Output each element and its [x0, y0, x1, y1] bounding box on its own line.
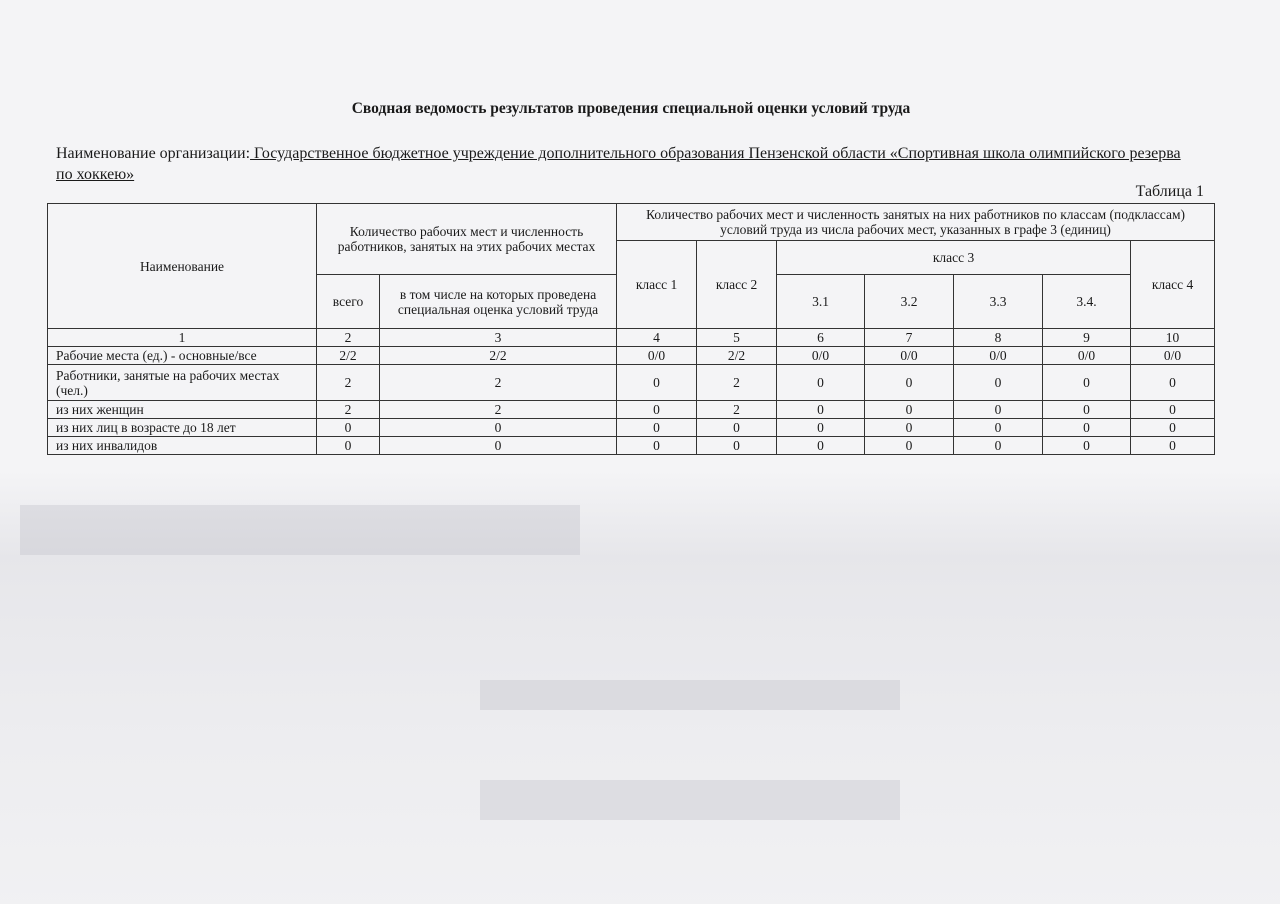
header-workplaces-group: Количество рабочих мест и численность работников, занятых на этих рабочих местах — [317, 204, 617, 275]
table-cell: 2 — [317, 365, 380, 401]
table-cell: 0/0 — [777, 347, 865, 365]
table-cell: 2/2 — [317, 347, 380, 365]
row-label: из них инвалидов — [48, 437, 317, 455]
table-cell: 2 — [317, 401, 380, 419]
header-class-3: класс 3 — [777, 241, 1131, 275]
table-cell: 0 — [617, 365, 697, 401]
organization-line — [56, 143, 1186, 185]
table-cell: 0 — [617, 437, 697, 455]
header-subclass-3-1: 3.1 — [777, 275, 865, 329]
table-cell: 0 — [777, 419, 865, 437]
header-class-4: класс 4 — [1131, 241, 1215, 329]
table-cell: 0 — [954, 437, 1043, 455]
table-cell: 0 — [954, 419, 1043, 437]
table-cell: 0 — [865, 437, 954, 455]
table-cell: 0/0 — [617, 347, 697, 365]
header-classes-group: Количество рабочих мест и численность занятых на них работников по классам (подклассам) условий труда из числа рабочих мест, указанных в графе 3 (единиц) — [617, 204, 1215, 241]
row-label: Рабочие места (ед.) - основные/все — [48, 347, 317, 365]
column-number: 6 — [777, 329, 865, 347]
row-label: из них лиц в возрасте до 18 лет — [48, 419, 317, 437]
table-cell: 0 — [1043, 401, 1131, 419]
table-cell: 0 — [1131, 419, 1215, 437]
table-cell: 2 — [380, 401, 617, 419]
header-subclass-3-4: 3.4. — [1043, 275, 1131, 329]
scan-artifact — [480, 680, 900, 710]
table-row-disabled — [48, 437, 1215, 455]
scan-artifact — [480, 780, 900, 820]
column-number: 4 — [617, 329, 697, 347]
table-cell: 0 — [1043, 419, 1131, 437]
table-row-women — [48, 401, 1215, 419]
table-cell: 0 — [865, 419, 954, 437]
table-cell: 0 — [1131, 401, 1215, 419]
header-name: Наименование — [48, 204, 317, 329]
row-label: Работники, занятые на рабочих местах (чел.) — [48, 365, 317, 401]
table-cell: 0 — [777, 401, 865, 419]
table-cell: 0 — [777, 365, 865, 401]
header-class-2: класс 2 — [697, 241, 777, 329]
column-number: 9 — [1043, 329, 1131, 347]
column-number: 8 — [954, 329, 1043, 347]
table-cell: 0 — [1131, 437, 1215, 455]
table-label: Таблица 1 — [1135, 183, 1204, 200]
table-cell: 0 — [1043, 437, 1131, 455]
header-assessed: в том числе на которых проведена специальная оценка условий труда — [380, 275, 617, 329]
table-cell: 0 — [697, 437, 777, 455]
table-cell: 0/0 — [1043, 347, 1131, 365]
summary-table — [47, 203, 1215, 455]
header-subclass-3-3: 3.3 — [954, 275, 1043, 329]
table-cell: 0/0 — [954, 347, 1043, 365]
table-cell: 2/2 — [697, 347, 777, 365]
table-cell: 2 — [697, 401, 777, 419]
organization-label: Наименование организации: — [56, 145, 251, 162]
column-number: 10 — [1131, 329, 1215, 347]
column-number: 7 — [865, 329, 954, 347]
header-class-1: класс 1 — [617, 241, 697, 329]
table-cell: 0/0 — [1131, 347, 1215, 365]
table-cell: 0 — [317, 419, 380, 437]
header-subclass-3-2: 3.2 — [865, 275, 954, 329]
table-cell: 0 — [954, 365, 1043, 401]
table-row-minors — [48, 419, 1215, 437]
table-cell: 0/0 — [865, 347, 954, 365]
column-number-row — [48, 329, 1215, 347]
table-cell: 2 — [697, 365, 777, 401]
table-cell: 0 — [954, 401, 1043, 419]
table-cell: 0 — [617, 419, 697, 437]
table-cell: 0 — [380, 419, 617, 437]
table-cell: 0 — [1043, 365, 1131, 401]
row-label: из них женщин — [48, 401, 317, 419]
page-title: Сводная ведомость результатов проведения специальной оценки условий труда — [351, 100, 911, 117]
column-number: 2 — [317, 329, 380, 347]
table-cell: 0 — [317, 437, 380, 455]
table-row-workplaces — [48, 347, 1215, 365]
table-cell: 0 — [1131, 365, 1215, 401]
table-cell: 0 — [697, 419, 777, 437]
table-cell: 0 — [617, 401, 697, 419]
column-number: 3 — [380, 329, 617, 347]
column-number: 5 — [697, 329, 777, 347]
organization-name: Государственное бюджетное учреждение дополнительного образования Пензенской области «Спортивная школа олимпийского резерва по хоккею» — [56, 145, 1181, 183]
header-total: всего — [317, 275, 380, 329]
table-cell: 0 — [777, 437, 865, 455]
table-cell: 0 — [865, 401, 954, 419]
table-cell: 0 — [865, 365, 954, 401]
table-cell: 0 — [380, 437, 617, 455]
table-cell: 2 — [380, 365, 617, 401]
table-row-workers — [48, 365, 1215, 401]
column-number: 1 — [48, 329, 317, 347]
scan-artifact — [20, 505, 580, 555]
table-cell: 2/2 — [380, 347, 617, 365]
